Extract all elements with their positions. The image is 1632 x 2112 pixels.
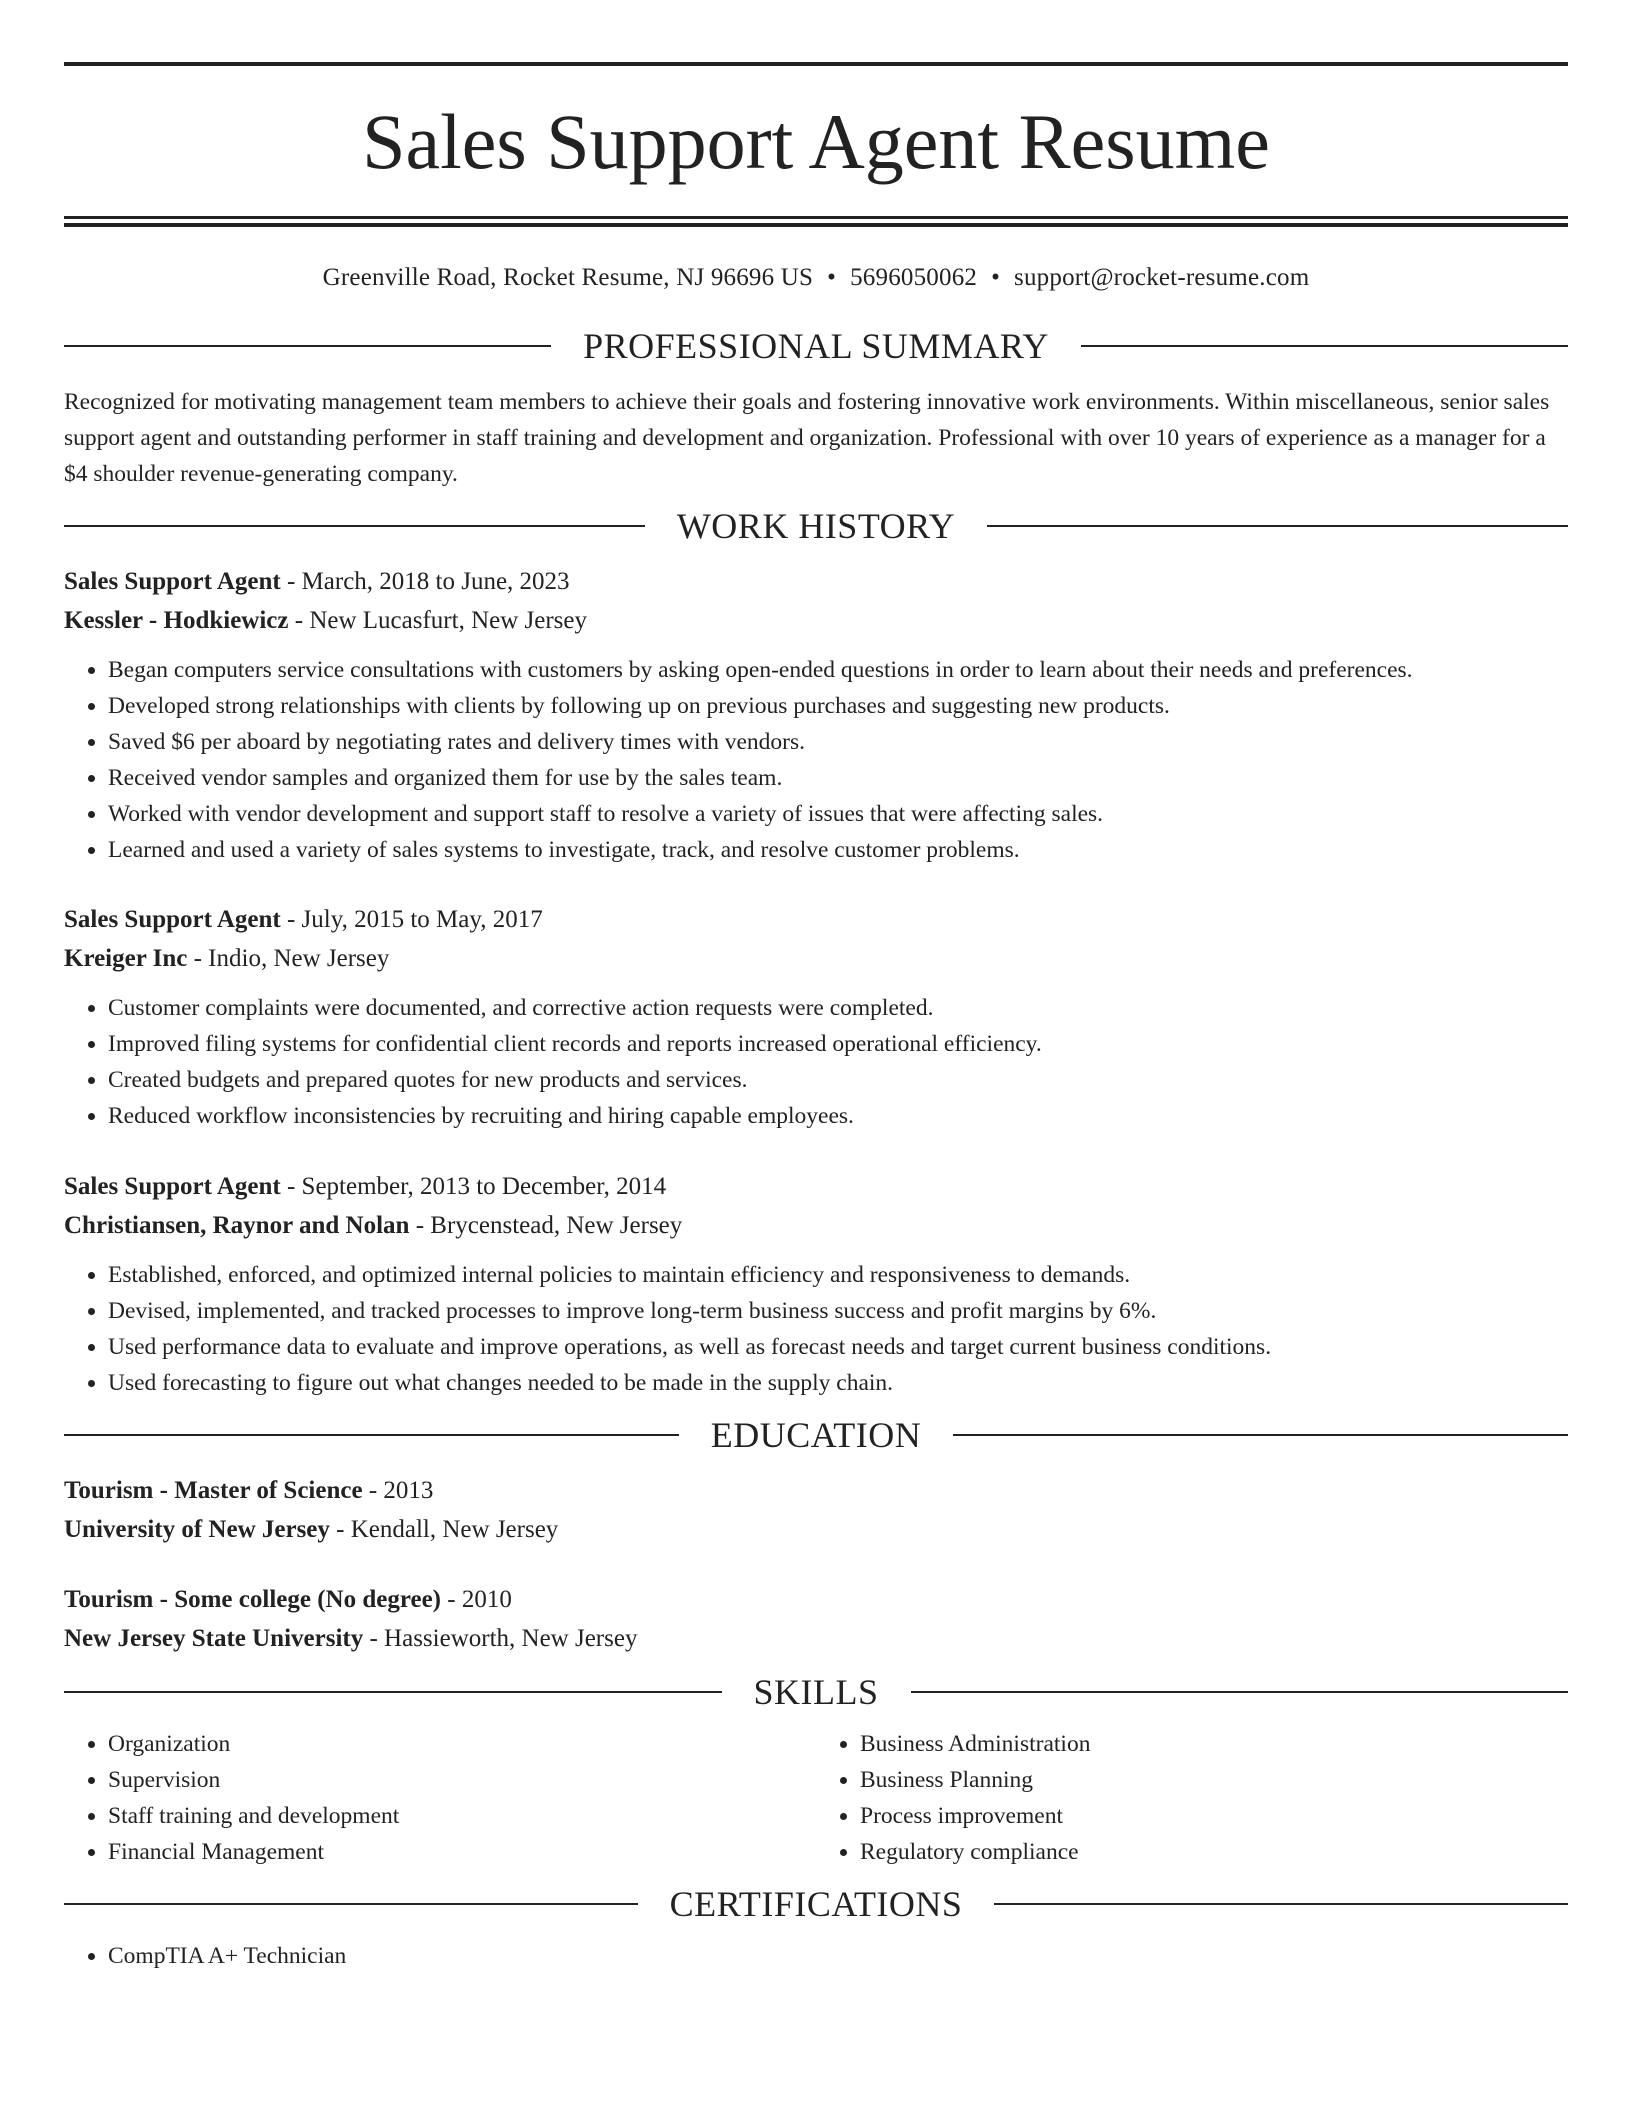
heading-rule bbox=[994, 1903, 1568, 1905]
list-item: • Financial Management bbox=[108, 1834, 816, 1870]
list-item: • CompTIA A+ Technician bbox=[108, 1938, 1568, 1974]
section-title: EDUCATION bbox=[710, 1415, 922, 1455]
degree-line bbox=[64, 1471, 1568, 1510]
contact-address: Greenville Road, Rocket Resume, NJ 96696 US bbox=[322, 264, 814, 291]
list-item: • Organization bbox=[108, 1726, 816, 1762]
section-title: PROFESSIONAL SUMMARY bbox=[583, 326, 1049, 366]
list-item: • Business Planning bbox=[860, 1762, 1568, 1798]
list-item: • Established, enforced, and optimized internal policies to maintain efficiency and responsiveness to demands. bbox=[108, 1257, 1568, 1293]
heading-rule bbox=[911, 1691, 1569, 1693]
list-item: • Staff training and development bbox=[108, 1798, 816, 1834]
section-title: WORK HISTORY bbox=[676, 506, 956, 546]
certifications-list bbox=[64, 1938, 1568, 1974]
title-double-rule bbox=[64, 216, 1568, 227]
job-company-line bbox=[64, 1206, 1568, 1245]
job-location: - Brycenstead, New Jersey bbox=[409, 1212, 683, 1239]
list-item: • Regulatory compliance bbox=[860, 1834, 1568, 1870]
education-heading bbox=[64, 1413, 1568, 1457]
contact-email[interactable]: support@rocket-resume.com bbox=[1014, 264, 1310, 291]
skills-heading bbox=[64, 1670, 1568, 1714]
job-title-line bbox=[64, 562, 1568, 601]
job-dates: - July, 2015 to May, 2017 bbox=[280, 906, 543, 933]
degree: Tourism - Master of Science bbox=[64, 1477, 363, 1504]
list-item: • Received vendor samples and organized them for use by the sales team. bbox=[108, 760, 1568, 796]
job-company-line bbox=[64, 601, 1568, 640]
list-item: • Developed strong relationships with clients by following up on previous purchases and suggesting new products. bbox=[108, 688, 1568, 724]
job-title-line bbox=[64, 1167, 1568, 1206]
degree-year: - 2013 bbox=[362, 1477, 434, 1504]
school: New Jersey State University bbox=[64, 1625, 364, 1652]
list-item: • Worked with vendor development and support staff to resolve a variety of issues that were affecting sales. bbox=[108, 796, 1568, 832]
job-title: Sales Support Agent bbox=[64, 1173, 281, 1200]
list-item: • Learned and used a variety of sales systems to investigate, track, and resolve customer problems. bbox=[108, 832, 1568, 868]
page-title: Sales Support Agent Resume bbox=[362, 98, 1270, 185]
job-dates: - March, 2018 to June, 2023 bbox=[280, 568, 570, 595]
heading-rule bbox=[64, 1691, 722, 1693]
list-item: • Business Administration bbox=[860, 1726, 1568, 1762]
job-company: Kreiger Inc bbox=[64, 945, 188, 972]
skills-list-right bbox=[816, 1726, 1568, 1870]
heading-rule bbox=[953, 1434, 1568, 1436]
contact-phone: 5696050062 bbox=[850, 264, 978, 291]
school: University of New Jersey bbox=[64, 1516, 330, 1543]
list-item: • Began computers service consultations with customers by asking open-ended questions in order to learn about their needs and preferences. bbox=[108, 652, 1568, 688]
job-entry bbox=[64, 562, 1568, 868]
degree-line bbox=[64, 1580, 1568, 1619]
job-title-line bbox=[64, 900, 1568, 939]
job-company: Kessler - Hodkiewicz bbox=[64, 607, 289, 634]
contact-line bbox=[64, 262, 1568, 294]
skills-grid bbox=[64, 1726, 1568, 1870]
school-line bbox=[64, 1619, 1568, 1658]
degree-year: - 2010 bbox=[441, 1586, 512, 1613]
school-line bbox=[64, 1510, 1568, 1549]
list-item: • Supervision bbox=[108, 1762, 816, 1798]
heading-rule bbox=[64, 525, 645, 527]
list-item: • Saved $6 per aboard by negotiating rates and delivery times with vendors. bbox=[108, 724, 1568, 760]
list-item: • Devised, implemented, and tracked processes to improve long-term business success and profit margins by 6%. bbox=[108, 1293, 1568, 1329]
degree: Tourism - Some college (No degree) bbox=[64, 1586, 442, 1613]
heading-rule bbox=[987, 525, 1568, 527]
heading-rule bbox=[64, 1903, 638, 1905]
job-title: Sales Support Agent bbox=[64, 568, 281, 595]
school-location: - Kendall, New Jersey bbox=[329, 1516, 559, 1543]
heading-rule bbox=[64, 1434, 679, 1436]
job-bullets bbox=[64, 1257, 1568, 1401]
list-item: • Customer complaints were documented, and corrective action requests were completed. bbox=[108, 990, 1568, 1026]
education-entry bbox=[64, 1471, 1568, 1549]
job-entry bbox=[64, 1167, 1568, 1401]
school-location: - Hassieworth, New Jersey bbox=[363, 1625, 638, 1652]
education-entry bbox=[64, 1580, 1568, 1658]
list-item: • Improved filing systems for confidential client records and reports increased operational efficiency. bbox=[108, 1026, 1568, 1062]
summary-heading bbox=[64, 324, 1568, 368]
job-company-line bbox=[64, 939, 1568, 978]
job-title: Sales Support Agent bbox=[64, 906, 281, 933]
contact-separator: • bbox=[827, 264, 837, 291]
skills-list-left bbox=[64, 1726, 816, 1870]
job-location: - Indio, New Jersey bbox=[187, 945, 390, 972]
section-title: CERTIFICATIONS bbox=[669, 1884, 963, 1924]
list-item: • Created budgets and prepared quotes for new products and services. bbox=[108, 1062, 1568, 1098]
job-location: - New Lucasfurt, New Jersey bbox=[288, 607, 587, 634]
summary-text: Recognized for motivating management team members to achieve their goals and fostering innovative work environments. Within miscellaneous, senior sales support agent and outstanding performer in staff training and development and organization. Professional with over 10 years of experience as a manager for a $4 shoulder revenue-generating company. bbox=[64, 389, 1550, 487]
job-company: Christiansen, Raynor and Nolan bbox=[64, 1212, 410, 1239]
heading-rule bbox=[64, 345, 551, 347]
list-item: • Reduced workflow inconsistencies by recruiting and hiring capable employees. bbox=[108, 1098, 1568, 1134]
top-rule bbox=[64, 62, 1568, 66]
job-bullets bbox=[64, 652, 1568, 868]
list-item: • Used performance data to evaluate and improve operations, as well as forecast needs and target current business conditions. bbox=[108, 1329, 1568, 1365]
list-item: • Used forecasting to figure out what changes needed to be made in the supply chain. bbox=[108, 1365, 1568, 1401]
contact-separator: • bbox=[991, 264, 1001, 291]
job-bullets bbox=[64, 990, 1568, 1134]
list-item: • Process improvement bbox=[860, 1798, 1568, 1834]
job-entry bbox=[64, 900, 1568, 1134]
work-history-heading bbox=[64, 504, 1568, 548]
certifications-heading bbox=[64, 1882, 1568, 1926]
job-dates: - September, 2013 to December, 2014 bbox=[280, 1173, 667, 1200]
section-title: SKILLS bbox=[753, 1672, 879, 1712]
heading-rule bbox=[1081, 345, 1568, 347]
